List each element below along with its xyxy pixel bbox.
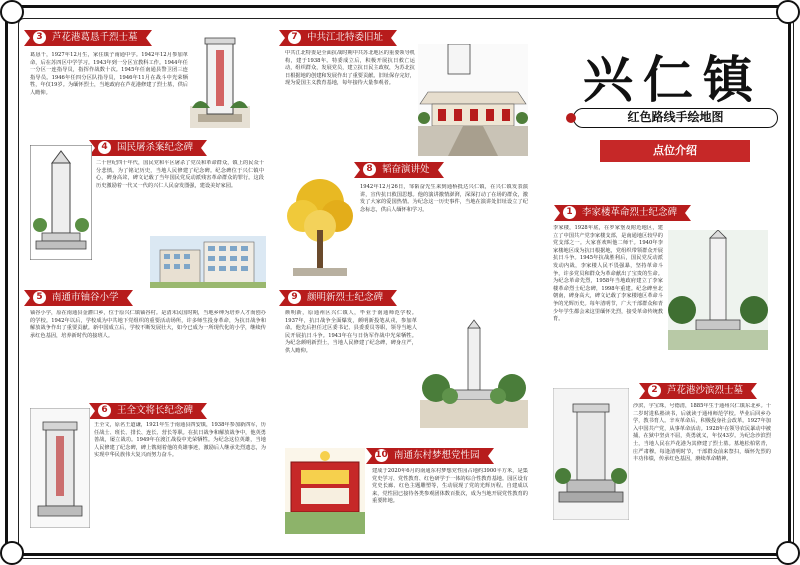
section-10-title: 南通东村梦想党性园	[394, 450, 480, 461]
corner-ornament-br	[776, 541, 800, 565]
section-1-text: 李家楼，1928年底，在罗家堡及附近地区，建立了中国共产党李家楼支部，是南通地区较早的党支部之一。大家喜欢叫他二师干。1940年李家楼地区成为抗日根据地，党组织带领群众开展抗日斗争。1945年抗战胜利后，国民党反动派发动内战，李家楼人民不畏强暴，坚持革命斗争，许多党员和群众为革命献出了宝贵的生命。为纪念革命先烈，1958年当地政府建立了李家楼革命烈士纪念碑，1998年重建。纪念碑坐北朝南，碑身高大，碑文记载了李家楼地区革命斗争的光辉历史。每年清明节，广大干部群众和青少年学生都会来这里缅怀先烈，接受革命传统教育。	[553, 225, 663, 323]
section-9-text: 颜明新，原通州区兴仁镇人，毕业于南通师范学校。1937年，抗日战争全面爆发，颜明新投笔从戎，参加革命。他先后担任过区委书记、县委委员等职，领导当地人民开展抗日斗争。1943年在与日伪军作战中光荣牺牲。为纪念颜明新烈士，当地人民修建了纪念碑，碑身庄严，供人瞻仰。	[285, 310, 417, 354]
section-4-banner	[95, 140, 201, 156]
school-building-image-4	[150, 236, 266, 288]
section-3-banner	[30, 30, 146, 46]
page-title: 兴仁镇	[583, 50, 763, 109]
section-4-text: 二十世纪四十年代，国民党和平区屠杀了党员和革命群众，镇上的民众十分悲愤。为了铭记历史，当地人民修建了纪念碑。纪念碑位于兴仁镇中心，碑身高耸，碑文记载了当年国民党反动派残害革命群众的罪行。这段历史激励着一代又一代的兴仁人民奋发图强，建设美好家园。	[96, 160, 264, 189]
section-10-banner	[372, 448, 488, 464]
section-ribbon: 点位介绍	[600, 140, 750, 162]
section-8-number: 8	[363, 163, 376, 176]
section-3-text: 葛恳千，1927年12月生，家住镇子南通中学。1942年12月参加革命，后在苏四区中学学习。1943年到一分区宣教科工作。1944年任一分区一连指导员，指挥作战数十次。1945年任南通县警卫团三连指导员。1946年任四分区队指导员，1946年11月在战斗中光荣牺牲，年仅19岁。为缅怀烈士，当地政府在芦花港修建了烈士墓，供后人瞻仰。	[30, 52, 188, 96]
section-1-banner	[560, 205, 685, 221]
section-10-number: 10	[375, 450, 388, 460]
garden-image-10	[285, 448, 365, 534]
section-4-number: 4	[98, 141, 111, 154]
section-1-title: 李家楼革命烈士纪念碑	[582, 207, 678, 218]
section-1-number: 1	[563, 206, 576, 219]
section-7-title: 中共江北特委旧址	[307, 32, 384, 43]
section-7-number: 7	[288, 31, 301, 44]
section-9-title: 颜明新烈士纪念碑	[307, 292, 384, 303]
section-6-banner	[95, 403, 201, 419]
monument-image-9	[420, 318, 528, 428]
monument-image-6	[30, 408, 90, 528]
section-6-number: 6	[98, 404, 111, 417]
section-8-text: 1942年12月26日，邹韬奋先生来到通桥抵达兴仁镇，在兴仁镇发表演讲，宣传抗日救国思想。他的演讲激情澎湃，深深打动了在场的群众，激发了大家的爱国热情。为纪念这一历史事件，当地在演讲处旧址设立了纪念标志，供后人缅怀和学习。	[360, 184, 528, 213]
section-3-title: 芦花港葛恳千烈士墓	[52, 32, 138, 43]
section-7-text: 中共江北特委是全面抗战时期中共苏北地区的重要领导机构，建于1938年。特委成立后，积极开展抗日救亡运动，组织群众，发展党员，建立抗日民主政权，为苏北抗日根据地的创建和发展作出了重要贡献。旧址保存完好，现为爱国主义教育基地，每年接待大量参观者。	[285, 50, 415, 87]
page-subtitle: 红色路线手绘地图	[573, 108, 778, 128]
tomb-image-3	[190, 28, 250, 128]
section-5-number: 5	[33, 291, 46, 304]
corner-ornament-tl	[0, 0, 24, 24]
section-5-text: 铀谷小学，原在南通县金灌口乡，位于原兴仁镇铀谷村。是清末民国时期，当地乡绅为培养人才而创办的学校。1942年以后，学校成为中共地下党组织的重要活动场所，许多师生投身革命，为抗日战争和解放战争作出了重要贡献。新中国成立后，学校不断发展壮大，如今已成为一所现代化的小学，继续传承红色基因，培养新时代的接班人。	[30, 310, 266, 339]
section-2-number: 2	[648, 384, 661, 397]
section-4-title: 国民屠杀案纪念碑	[117, 142, 194, 153]
section-9-number: 9	[288, 291, 301, 304]
corner-ornament-bl	[0, 541, 24, 565]
monument-image-1	[668, 230, 768, 350]
section-2-title: 芦花港沙滨烈士墓	[667, 385, 744, 396]
section-5-banner	[30, 290, 127, 306]
ginkgo-tree-image-8	[285, 168, 355, 280]
corner-ornament-tr	[776, 0, 800, 24]
section-10-text: 建成于2020年6月的南通东村梦想党性园占地约3900平方米，是集党史学习、党性教育、红色研学于一体的综合性教育基地。园区设有党史长廊、红色主题雕塑等，生动展现了党的光辉历程。自建成以来，党性园已接待各类参观团体数百批次，成为当地开展党性教育的重要阵地。	[372, 468, 528, 505]
section-3-number: 3	[33, 31, 46, 44]
section-2-text: 沙滨，字宝珠，号德清，1885年生于通州兴仁镇东北乡。十二岁时进私塾读书，后就读于通州师范学校。毕业后回乡办学，教书育人。辛亥革命后，积极投身社会改革。1927年加入中国共产党，从事革命活动。1928年在领导农民暴动中被捕，在狱中坚贞不屈，英勇就义，年仅43岁。为纪念沙滨烈士，当地人民在芦花港为其修建了烈士墓。墓地松柏常青，庄严肃穆。每逢清明时节，干部群众前来祭扫，缅怀先烈的丰功伟绩，传承红色基因，赓续革命精神。	[633, 403, 771, 463]
section-6-title: 王全文将长纪念碑	[117, 405, 194, 416]
section-8-title: 韬奋演讲处	[382, 164, 430, 175]
section-9-banner	[285, 290, 391, 306]
site-image-7	[418, 44, 528, 156]
section-7-banner	[285, 30, 391, 46]
section-2-banner	[645, 383, 751, 399]
section-6-text: 王全文，原名王道谦，1921年生于南通县四安镇，1938年参加新四军，历任战士、班长、排长、连长、营长等职。在抗日战争和解放战争中，他英勇善战，屡立战功。1949年在渡江战役中光荣牺牲。为纪念这位英雄，当地人民修建了纪念碑，碑上镌刻着他的英雄事迹，激励后人继承先烈遗志，为实现中华民族伟大复兴而努力奋斗。	[94, 422, 266, 459]
tomb-image-2	[553, 388, 629, 520]
section-8-banner	[360, 162, 438, 178]
monument-image-4	[30, 145, 92, 260]
section-5-title: 南通市铀谷小学	[52, 292, 119, 303]
